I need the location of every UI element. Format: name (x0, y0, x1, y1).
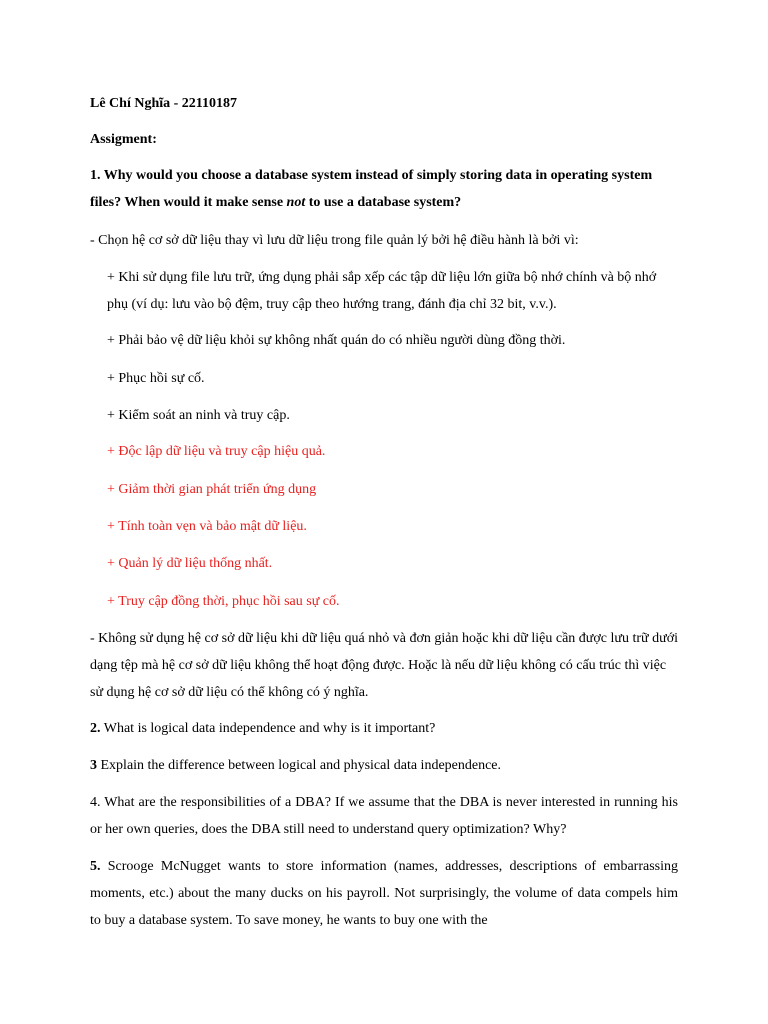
question-2 (90, 715, 678, 742)
answer-1-conclusion: - Không sử dụng hệ cơ sở dữ liệu khi dữ liệu quá nhỏ và đơn giản hoặc khi dữ liệu cần được lưu trữ dưới dạng tệp mà hệ cơ sở dữ liệu không thể hoạt động được. Hoặc là nếu dữ liệu không có cấu trúc thì việc sử dụng hệ cơ sở dữ liệu có thể không có ý nghĩa. (90, 631, 679, 700)
answer-1-point-highlight: + Truy cập đồng thời, phục hồi sau sự cố. (107, 594, 340, 609)
question-1-emphasis: not (286, 195, 306, 210)
question-5-number: 5. (90, 859, 101, 874)
question-3-number: 3 (90, 758, 97, 773)
answer-1-point-highlight: + Độc lập dữ liệu và truy cập hiệu quả. (107, 444, 326, 459)
question-2-text: What is logical data independence and why is it important? (100, 721, 436, 736)
question-5 (90, 853, 678, 934)
document-page (90, 0, 678, 1024)
answer-1-point-highlight: + Tính toàn vẹn và bảo mật dữ liệu. (107, 519, 307, 534)
question-1 (90, 162, 678, 216)
answer-1-point-highlight: + Quản lý dữ liệu thống nhất. (107, 556, 273, 571)
answer-1-point: + Khi sử dụng file lưu trữ, ứng dụng phải sắp xếp các tập dữ liệu lớn giữa bộ nhớ chính và bộ nhớ phụ (ví dụ: lưu vào bộ đệm, truy cập theo hướng trang, đánh địa chỉ 32 bit, v.v.). (107, 270, 657, 312)
answer-1-point: + Phải bảo vệ dữ liệu khỏi sự không nhất quán do có nhiều người dùng đồng thời. (107, 333, 566, 348)
question-2-number: 2. (90, 721, 101, 736)
answer-1-point-highlight: + Giảm thời gian phát triển ứng dụng (107, 482, 317, 497)
question-5-text: Scrooge McNugget wants to store information (names, addresses, descriptions of embarrassing moments, etc.) about the many ducks on his payroll. Not surprisingly, the volume of data compels him to buy a database system. To save money, he wants to buy one with the (90, 859, 678, 928)
question-1-part2: to use a database system? (305, 195, 462, 210)
question-1-part1: 1. Why would you choose a database system instead of simply storing data in operating system files? When would it make sense (90, 168, 653, 210)
question-4: 4. What are the responsibilities of a DBA? If we assume that the DBA is never interested in running his or her own queries, does the DBA still need to understand query optimization? Why? (90, 795, 678, 837)
author-line: Lê Chí Nghĩa - 22110187 (90, 96, 238, 111)
answer-1-point: + Kiểm soát an ninh và truy cập. (107, 408, 290, 423)
answer-1-point: + Phục hồi sự cố. (107, 371, 205, 386)
question-3 (90, 752, 678, 779)
assignment-label: Assigment: (90, 132, 157, 147)
question-3-text: Explain the difference between logical and physical data independence. (97, 758, 502, 773)
answer-1-intro: - Chọn hệ cơ sở dữ liệu thay vì lưu dữ liệu trong file quản lý bởi hệ điều hành là bởi vì: (90, 233, 579, 248)
